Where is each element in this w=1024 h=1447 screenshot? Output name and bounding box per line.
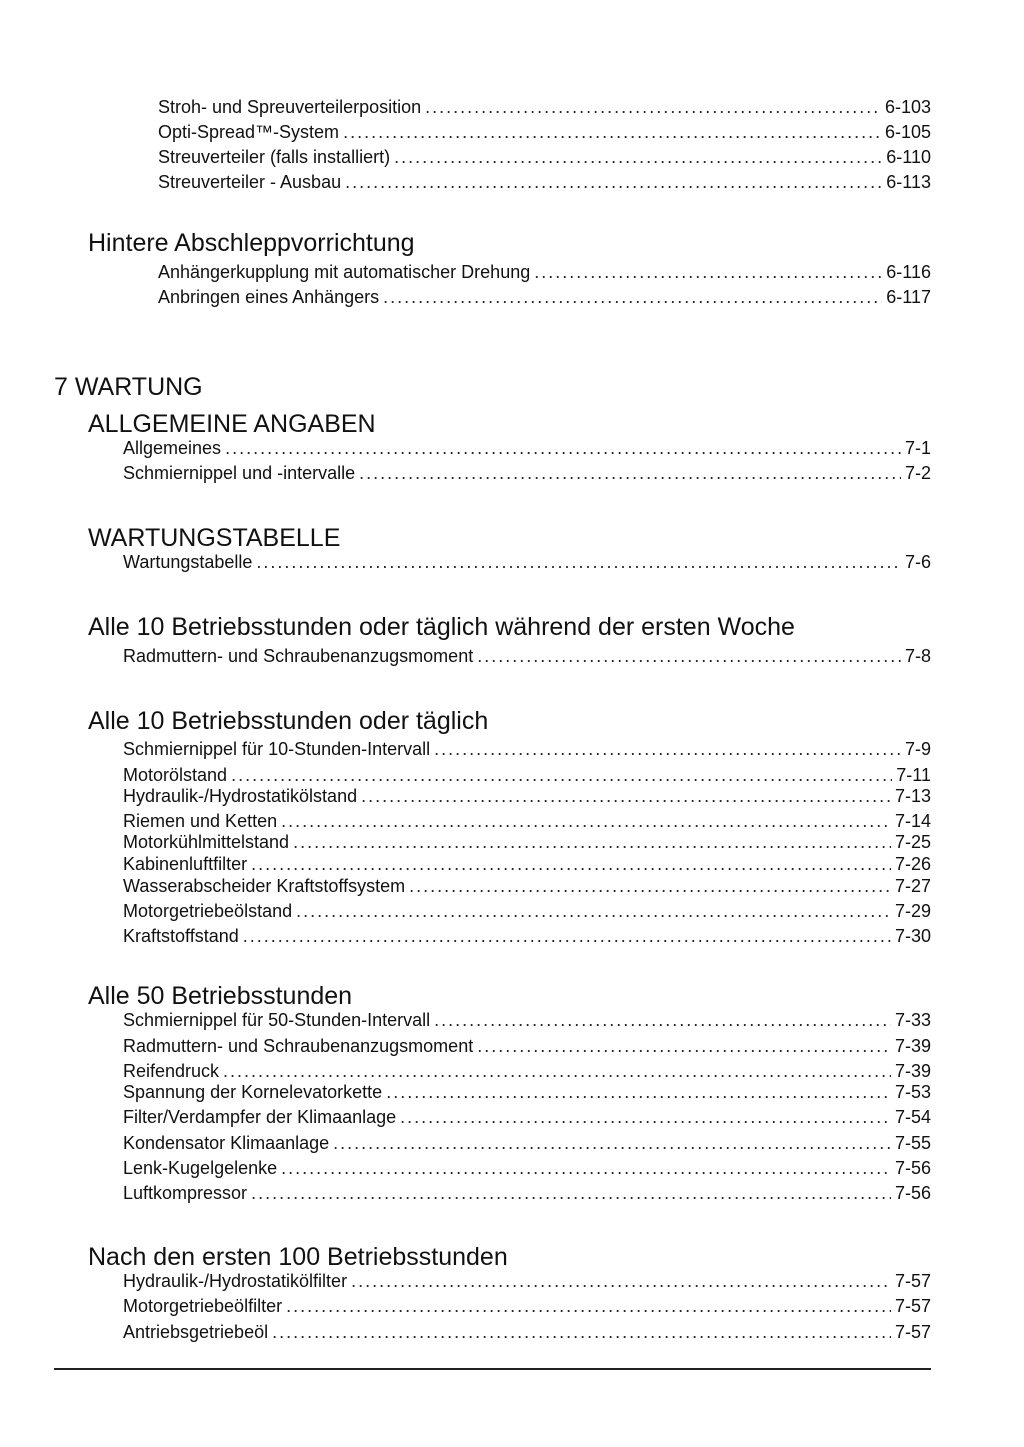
section-heading: Alle 10 Betriebsstunden oder täglich	[88, 707, 489, 735]
entry-title: Stroh- und Spreuverteilerposition	[158, 97, 422, 117]
toc-entry[interactable]	[123, 875, 931, 897]
toc-entry[interactable]	[123, 1295, 931, 1317]
entry-title: Motorgetriebeölfilter	[123, 1296, 283, 1316]
footer-rule	[54, 1368, 931, 1370]
entry-page: 6-117	[886, 287, 931, 307]
toc-entry[interactable]	[123, 900, 931, 922]
entry-page: 7-39	[894, 1036, 931, 1056]
entry-title: Riemen und Ketten	[123, 811, 278, 831]
toc-entry[interactable]	[158, 121, 931, 143]
entry-title: Spannung der Kornelevatorkette	[123, 1082, 383, 1102]
toc-entry[interactable]	[123, 1035, 931, 1057]
leader-dots	[359, 462, 901, 484]
toc-entry[interactable]	[123, 645, 931, 667]
leader-dots	[243, 925, 891, 947]
entry-page: 7-8	[904, 646, 931, 666]
leader-dots	[425, 96, 881, 118]
toc-entry[interactable]	[123, 810, 931, 832]
leader-dots	[534, 261, 882, 283]
toc-entry[interactable]	[158, 261, 931, 283]
toc-entry[interactable]	[123, 1157, 931, 1179]
leader-dots	[394, 146, 882, 168]
leader-dots	[225, 437, 901, 459]
leader-dots	[477, 1035, 891, 1057]
entry-title: Anhängerkupplung mit automatischer Drehung	[158, 262, 531, 282]
section-heading: Nach den ersten 100 Betriebsstunden	[88, 1243, 508, 1271]
leader-dots	[343, 121, 881, 143]
toc-entry[interactable]	[123, 1270, 931, 1292]
entry-page: 7-56	[894, 1183, 931, 1203]
entry-page: 7-39	[894, 1061, 931, 1081]
entry-page: 7-25	[894, 832, 931, 852]
entry-page: 7-55	[894, 1133, 931, 1153]
toc-entry[interactable]	[158, 96, 931, 118]
leader-dots	[223, 1060, 891, 1082]
entry-page: 7-53	[894, 1082, 931, 1102]
entry-page: 7-27	[894, 876, 931, 896]
leader-dots	[409, 875, 891, 897]
toc-entry[interactable]	[123, 1009, 931, 1031]
entry-page: 6-113	[886, 172, 931, 192]
entry-title: Streuverteiler - Ausbau	[158, 172, 342, 192]
leader-dots	[272, 1321, 891, 1343]
entry-page: 7-56	[894, 1158, 931, 1178]
leader-dots	[281, 810, 891, 832]
entry-page: 7-14	[894, 811, 931, 831]
toc-entry[interactable]	[123, 1182, 931, 1204]
entry-page: 7-2	[904, 463, 931, 483]
entry-title: Allgemeines	[123, 438, 222, 458]
entry-page: 7-26	[894, 854, 931, 874]
entry-page: 7-54	[894, 1107, 931, 1127]
entry-page: 7-57	[894, 1296, 931, 1316]
leader-dots	[251, 1182, 891, 1204]
leader-dots	[434, 1009, 891, 1031]
leader-dots	[231, 764, 892, 786]
entry-page: 7-6	[904, 552, 931, 572]
leader-dots	[286, 1295, 891, 1317]
leader-dots	[256, 551, 901, 573]
section-heading: Alle 50 Betriebsstunden	[88, 982, 353, 1010]
entry-title: Radmuttern- und Schraubenanzugsmoment	[123, 1036, 474, 1056]
entry-title: Filter/Verdampfer der Klimaanlage	[123, 1107, 397, 1127]
toc-entry[interactable]	[158, 286, 931, 308]
entry-title: Wartungstabelle	[123, 552, 253, 572]
toc-entry[interactable]	[158, 146, 931, 168]
entry-page: 6-110	[886, 147, 931, 167]
section-heading: ALLGEMEINE ANGABEN	[88, 410, 376, 438]
entry-title: Anbringen eines Anhängers	[158, 287, 380, 307]
toc-entry[interactable]	[123, 437, 931, 459]
entry-title: Streuverteiler (falls installiert)	[158, 147, 391, 167]
toc-entry[interactable]	[123, 1321, 931, 1343]
toc-entry[interactable]	[123, 785, 931, 807]
toc-entry[interactable]	[123, 764, 931, 786]
leader-dots	[351, 1270, 891, 1292]
entry-title: Radmuttern- und Schraubenanzugsmoment	[123, 646, 474, 666]
leader-dots	[400, 1106, 891, 1128]
entry-title: Antriebsgetriebeöl	[123, 1322, 269, 1342]
entry-title: Wasserabscheider Kraftstoffsystem	[123, 876, 406, 896]
entry-title: Motorgetriebeölstand	[123, 901, 293, 921]
entry-page: 6-103	[884, 97, 931, 117]
entry-title: Motorölstand	[123, 765, 228, 785]
toc-entry[interactable]	[123, 925, 931, 947]
section-heading: WARTUNGSTABELLE	[88, 524, 341, 552]
leader-dots	[281, 1157, 891, 1179]
toc-entry[interactable]	[123, 551, 931, 573]
leader-dots	[361, 785, 891, 807]
toc-entry[interactable]	[123, 1060, 931, 1082]
leader-dots	[383, 286, 882, 308]
leader-dots	[386, 1081, 891, 1103]
entry-title: Kraftstoffstand	[123, 926, 239, 946]
entry-page: 7-57	[894, 1322, 931, 1342]
entry-page: 7-33	[894, 1010, 931, 1030]
entry-title: Motorkühlmittelstand	[123, 832, 290, 852]
toc-entry[interactable]	[123, 1106, 931, 1128]
entry-title: Lenk-Kugelgelenke	[123, 1158, 278, 1178]
leader-dots	[345, 171, 882, 193]
entry-page: 6-105	[884, 122, 931, 142]
section-heading: Alle 10 Betriebsstunden oder täglich während der ersten Woche	[88, 613, 795, 641]
entry-page: 7-30	[894, 926, 931, 946]
entry-page: 6-116	[886, 262, 931, 282]
entry-title: Hydraulik-/Hydrostatikölfilter	[123, 1271, 348, 1291]
entry-title: Schmiernippel für 10-Stunden-Intervall	[123, 739, 431, 759]
toc-entry[interactable]	[123, 853, 931, 875]
toc-entry[interactable]	[123, 1132, 931, 1154]
toc-entry[interactable]	[123, 462, 931, 484]
entry-title: Schmiernippel und -intervalle	[123, 463, 356, 483]
entry-title: Kondensator Klimaanlage	[123, 1133, 330, 1153]
entry-page: 7-13	[894, 786, 931, 806]
entry-title: Hydraulik-/Hydrostatikölstand	[123, 786, 358, 806]
toc-entry[interactable]	[123, 738, 931, 760]
entry-page: 7-29	[894, 901, 931, 921]
entry-page: 7-57	[894, 1271, 931, 1291]
entry-title: Reifendruck	[123, 1061, 220, 1081]
leader-dots	[477, 645, 901, 667]
entry-title: Schmiernippel für 50-Stunden-Intervall	[123, 1010, 431, 1030]
leader-dots	[251, 853, 891, 875]
entry-title: Kabinenluftfilter	[123, 854, 248, 874]
entry-title: Opti-Spread™-System	[158, 122, 340, 142]
toc-entry[interactable]	[123, 831, 931, 853]
entry-title: Luftkompressor	[123, 1183, 248, 1203]
toc-entry[interactable]	[123, 1081, 931, 1103]
leader-dots	[434, 738, 901, 760]
leader-dots	[293, 831, 891, 853]
entry-page: 7-1	[904, 438, 931, 458]
toc-entry[interactable]	[158, 171, 931, 193]
leader-dots	[333, 1132, 891, 1154]
entry-page: 7-9	[904, 739, 931, 759]
chapter-heading: 7 WARTUNG	[54, 373, 203, 401]
leader-dots	[296, 900, 891, 922]
entry-page: 7-11	[896, 765, 931, 785]
section-heading: Hintere Abschleppvorrichtung	[88, 229, 415, 257]
